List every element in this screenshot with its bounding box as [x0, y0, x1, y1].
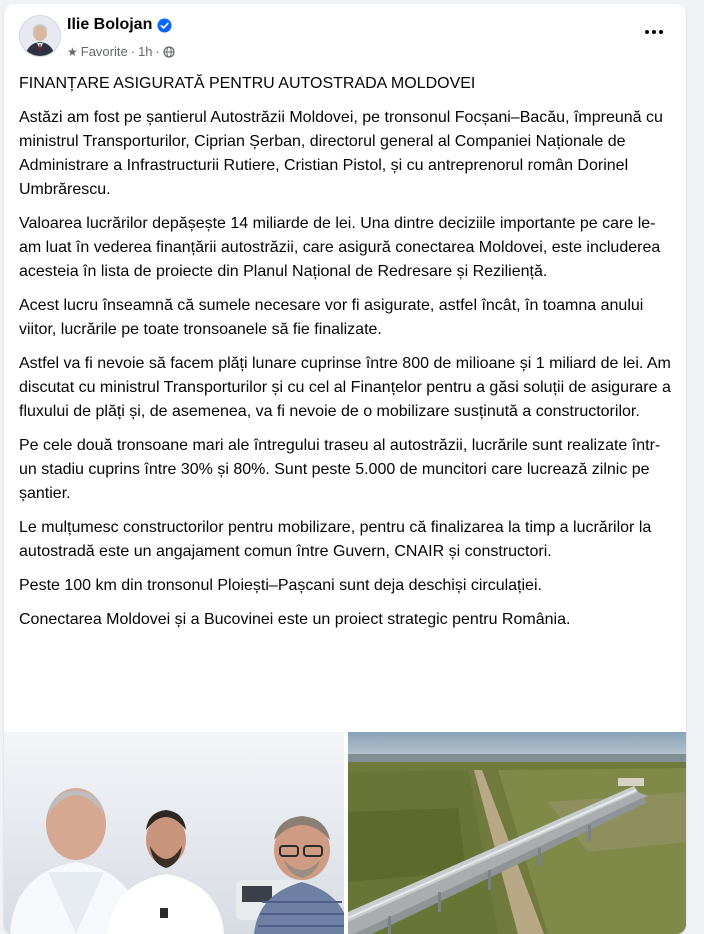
post-title: FINANȚARE ASIGURATĂ PENTRU AUTOSTRADA MOLDOVEI — [19, 75, 476, 92]
more-options-icon[interactable] — [640, 24, 668, 40]
meta-separator: · — [130, 44, 136, 59]
star-icon: ★ — [67, 44, 78, 59]
post-paragraph: Valoarea lucrărilor depășește 14 miliarde de lei. Una dintre deciziile importante pe care le-am luat în vederea finanțării autostrăzii, care asigură conectarea Moldovei, este includerea acesteia în lista de proiecte din Planul Național de Redresare și Reziliență. — [19, 215, 661, 280]
globe-icon — [163, 46, 175, 58]
people-photo-illustration — [4, 732, 344, 934]
more-dot — [652, 30, 656, 34]
verified-badge-icon — [157, 18, 172, 33]
avatar-image — [20, 16, 60, 56]
more-dot — [645, 30, 649, 34]
post-paragraph: Astfel va fi nevoie să facem plăți lunare cuprinse între 800 de milioane și 1 miliard de lei. Am discutat cu ministrul Transporturilor și cu cel al Finanțelor pentru a găsi soluții de asigurare a fluxului de plăți și, de asemenea, va fi nevoie de o mobilizare susținută a constructorilor. — [19, 355, 671, 420]
post-paragraph: Peste 100 km din tronsonul Ploiești–Pașcani sunt deja deschiși circulației. — [19, 577, 542, 594]
author-name[interactable]: Ilie Bolojan — [67, 16, 153, 33]
post-meta — [67, 44, 175, 59]
photo-grid — [4, 732, 686, 934]
post-header — [4, 4, 686, 68]
post-paragraph: Conectarea Moldovei și a Bucovinei este un proiect strategic pentru România. — [19, 611, 571, 628]
post-card — [4, 4, 686, 934]
post-paragraph: Pe cele două tronsoane mari ale întregului traseu al autostrăzii, lucrările sunt realizate într-un stadiu cuprins între 30% și 80%. Sunt peste 5.000 de muncitori care lucrează zilnic pe șantier. — [19, 437, 661, 502]
meta-separator-2: · — [155, 44, 160, 59]
photo-highway[interactable] — [348, 732, 686, 934]
post-paragraph: Acest lucru înseamnă că sumele necesare vor fi asigurate, astfel încât, în toamna anului viitor, lucrările pe toate tronsoanele să fie finalizate. — [19, 297, 644, 338]
more-dot — [659, 30, 663, 34]
post-paragraph: Le mulțumesc constructorilor pentru mobilizare, pentru că finalizarea la timp a lucrărilor la autostradă este un angajament comun între Guvern, CNAIR și constructori. — [19, 519, 652, 560]
post-time[interactable]: 1h — [138, 44, 153, 59]
post-paragraph: Astăzi am fost pe șantierul Autostrăzii Moldovei, pe tronsonul Focșani–Bacău, împreună cu ministrul Transporturilor, Ciprian Șerban, directorul general al Companiei Naționale de Administrare a Infrastructurii Rutiere, Cristian Pistol, și cu antreprenorul român Dorinel Umbrărescu. — [19, 109, 663, 198]
audience-label[interactable]: Favorite — [80, 44, 128, 59]
post-text — [19, 72, 675, 642]
avatar[interactable] — [19, 15, 61, 57]
highway-photo-illustration — [348, 732, 686, 934]
photo-people[interactable] — [4, 732, 344, 934]
author-line — [67, 16, 172, 34]
